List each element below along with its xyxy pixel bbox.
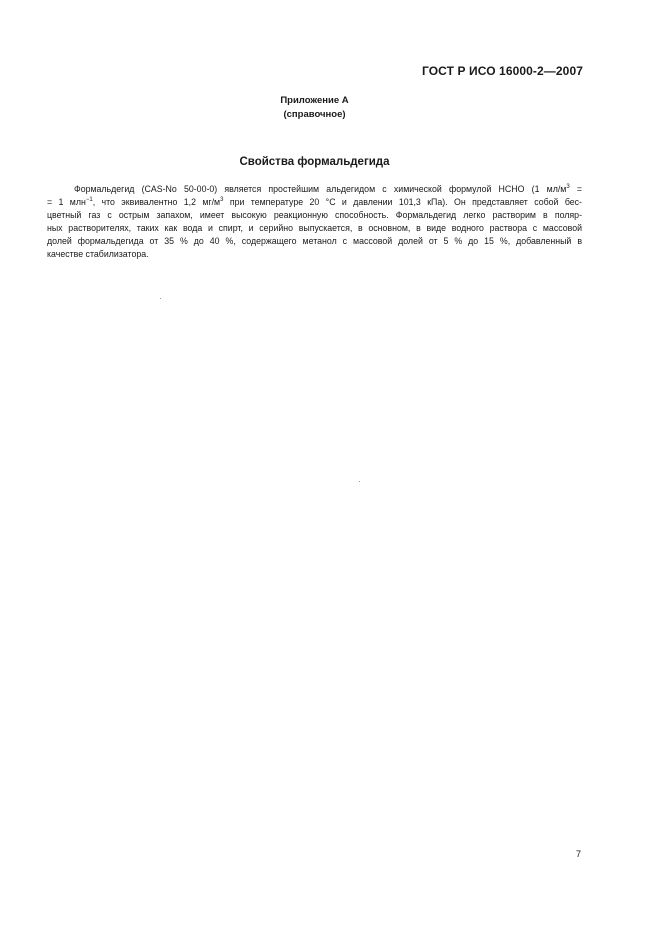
paragraph-line <box>47 196 582 209</box>
paragraph-line: долей формальдегида от 35 % до 40 %, содержащего метанол с массовой долей от 5 % до 15 %, добавленный в <box>47 236 582 246</box>
standard-code-header: ГОСТ Р ИСО 16000-2—2007 <box>421 64 583 78</box>
paragraph-line: цветный газ с острым запахом, имеет высокую реакционную способность. Формальдегид легко растворим в поляр- <box>47 210 582 220</box>
paragraph-line: ных растворителях, таких как вода и спирт, и серийно выпускается, в основном, в виде водного раствора с массовой <box>47 223 582 233</box>
text-fragment: = 1 млн <box>47 197 86 207</box>
text-fragment: Формальдегид (CAS-No 50-00-0) является простейшим альдегидом с химической формулой НСНО (1 мл/м <box>74 184 567 194</box>
text-fragment: , что эквивалентно 1,2 мг/м <box>92 197 221 207</box>
appendix-title: Приложение А <box>280 95 349 106</box>
superscript: 3 <box>220 197 224 203</box>
text-fragment: = <box>569 184 582 194</box>
appendix-subtitle: (справочное) <box>283 109 346 120</box>
paragraph-line: качестве стабилизатора. <box>47 249 149 259</box>
section-title: Свойства формальдегида <box>239 156 390 168</box>
scan-speck <box>359 481 360 482</box>
body-paragraph <box>47 183 582 261</box>
text-fragment: при температуре 20 °С и давлении 101,3 кПа). Он представляет собой бес- <box>223 197 582 207</box>
paragraph-line <box>47 183 582 196</box>
appendix-heading <box>0 94 629 122</box>
page-number: 7 <box>575 849 581 859</box>
superscript: 3 <box>566 184 570 190</box>
superscript: −1 <box>85 197 93 203</box>
scan-speck <box>160 298 161 299</box>
